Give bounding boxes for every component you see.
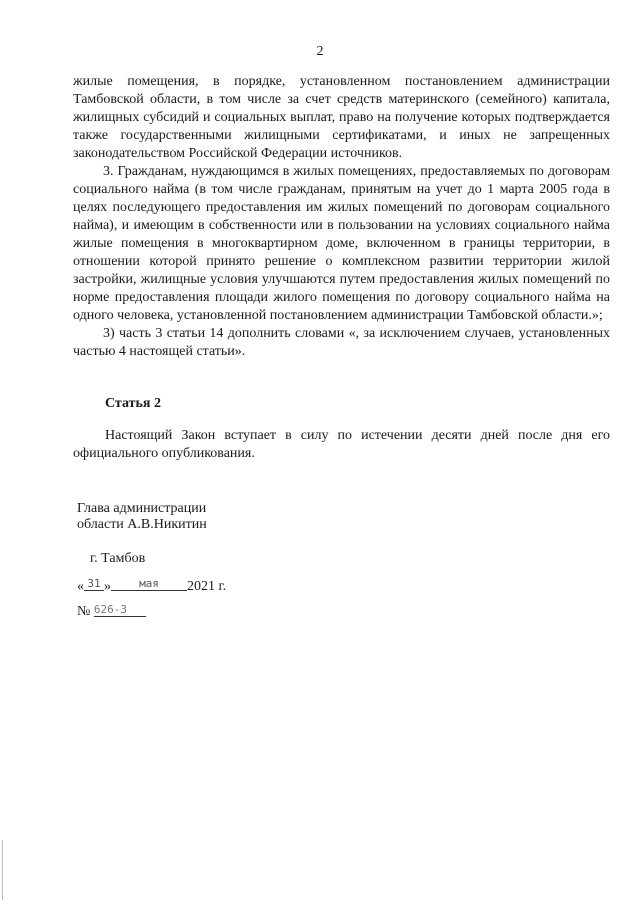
date-month: мая [111,577,187,591]
signature-name: области А.В.Никитин [77,517,207,532]
number-line [77,603,146,620]
body-text [73,73,610,361]
place: г. Тамбов [90,551,146,566]
page-number: 2 [316,44,324,59]
number-prefix: № [77,604,91,619]
date-close-quote: » [104,579,111,594]
scan-margin-mark [2,840,3,900]
paragraph-subitem-3: 3) часть 3 статьи 14 дополнить словами «, за исключением случаев, установленных частью 4 настоящей статьи». [73,326,610,359]
article-heading: Статья 2 [105,396,161,411]
signature-title: Глава администрации [77,501,207,516]
date-year: 2021 г. [187,579,227,594]
article-text: Настоящий Закон вступает в силу по истечении десяти дней после дня его официального опубликования. [73,428,610,461]
date-day: 31 [84,577,104,591]
paragraph-item-3: 3. Гражданам, нуждающимся в жилых помещениях, предоставляемых по договорам социального найма (в том числе гражданам, принятым на учет до 1 марта 2005 года в целях последующего предоставления им жилых помещений по договорам социального найма), и имеющим в собственности или в пользовании на условиях социального найма жилые помещения в многоквартирном доме, включенном в границы территории, в отношении которой принято решение о комплексном развитии территории жилой застройки, жилищные условия улучшаются путем предоставления жилых помещений по норме предоставления площади жилого помещения по договору социального найма на одного человека, установленной постановлением администрации Тамбовской области.»; [73,164,610,323]
paragraph-continuation: жилые помещения, в порядке, установленном постановлением администрации Тамбовской области, в том числе за счет средств материнского (семейного) капитала, жилищных субсидий и социальных выплат, право на получение которых подтверждается также государственными жилищными сертификатами, и иных не запрещенных законодательством Российской Федерации источников. [73,74,610,161]
date-line [77,577,226,595]
number-value: 626-З [94,603,146,617]
signature-block [77,501,207,533]
date-open-quote: « [77,579,84,594]
